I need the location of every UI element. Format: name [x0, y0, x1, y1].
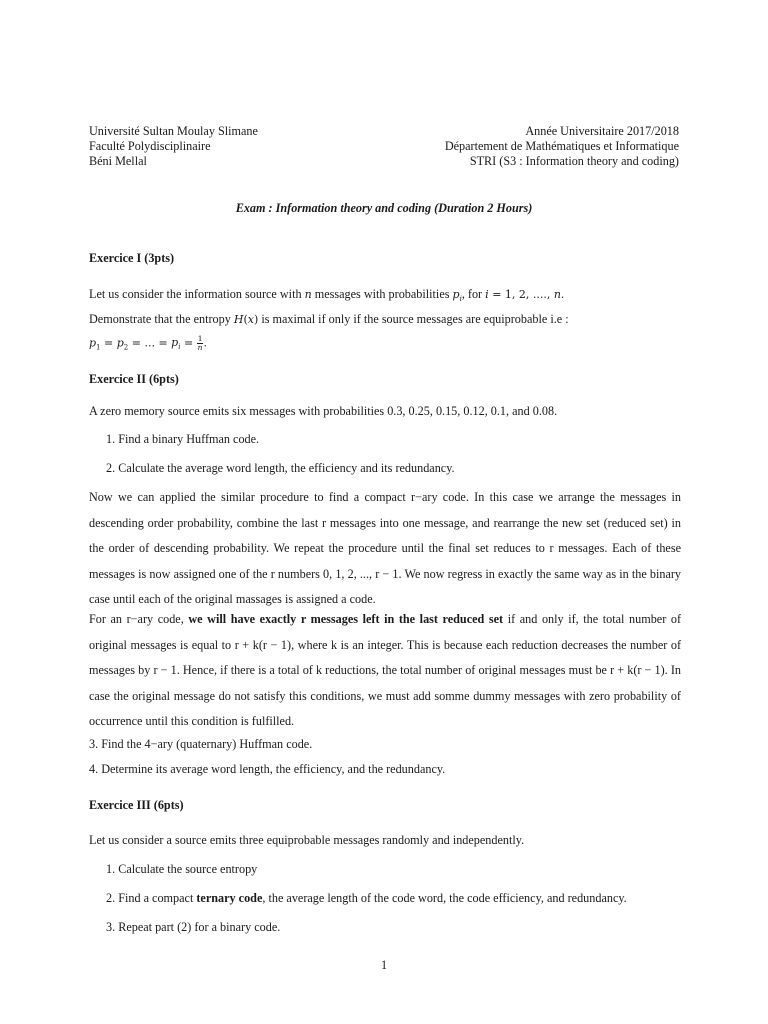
exercise-2-item-2: 2. Calculate the average word length, the efficiency and its redundancy.: [106, 461, 455, 475]
course-name: STRI (S3 : Information theory and coding): [469, 154, 679, 168]
exercise-3-item-2: 2. Find a compact ternary code, the average length of the code word, the code efficiency, and redundancy.: [106, 891, 627, 905]
exercise-2-paragraph-1: Now we can applied the similar procedure to find a compact r−ary code. In this case we arrange the messages in descending order probability, combine the last r messages into one message, and rearrange the new set (reduced set) in the order of descending probability. We repeat the procedure until the final set reduces to r messages. Each of these messages is now assigned one of the r numbers 0, 1, 2, ..., r − 1. We now regress in exactly the same way as in the binary case until each of the original massages is assigned a code.: [89, 490, 681, 607]
exercise-2-item-1: 1. Find a binary Huffman code.: [106, 432, 260, 446]
exercise-1-line-1: Let us consider the information source with n messages with probabilities $p_i$, for i = 1, 2, ...., n.: [89, 287, 565, 304]
page-number: 1: [380, 958, 388, 972]
exercise-2-question-3: 3. Find the 4−ary (quaternary) Huffman code.: [89, 737, 313, 751]
academic-header: [445, 124, 679, 169]
exercise-2-heading: Exercice II (6pts): [89, 372, 179, 386]
exercise-3-item-1: 1. Calculate the source entropy: [106, 862, 258, 876]
exercise-1-heading: Exercice I (3pts): [89, 251, 175, 265]
exercise-2-intro: A zero memory source emits six messages with probabilities 0.3, 0.25, 0.15, 0.12, 0.1, and 0.08.: [89, 404, 558, 418]
exercise-2-question-4: 4. Determine its average word length, the efficiency, and the redundancy.: [89, 762, 446, 776]
academic-year: Année Universitaire 2017/2018: [525, 124, 679, 138]
exercise-1-line-2: Demonstrate that the entropy H(x) is maximal if only if the source messages are equiprobable i.e :: [89, 312, 569, 326]
university-header: [89, 124, 258, 169]
exercise-3-heading: Exercice III (6pts): [89, 798, 184, 812]
exercise-2-paragraph-2: For an r−ary code, we will have exactly r messages left in the last reduced set if and only if, the total number of original messages is equal to r + k(r − 1), where k is an integer. This is because each reduction decreases the number of messages by r − 1. Hence, if there is a total of k reductions, the total number of original messages must be r + k(r − 1). In case the original message do not satisfy this conditions, we must add somme dummy messages with zero probability of occurrence until this condition is fulfilled.: [89, 612, 682, 729]
emphasis-text: we will have exactly r messages left in the last reduced set: [188, 612, 504, 626]
exercise-3-item-3: 3. Repeat part (2) for a binary code.: [106, 920, 281, 934]
university-name: Université Sultan Moulay Slimane: [89, 124, 258, 138]
exam-title: Exam : Information theory and coding (Duration 2 Hours): [235, 201, 533, 215]
equiprobable-equation: $p_1 = p_2$ = ... = $p_i$ = $\frac{1}{n}$ .: [89, 334, 207, 352]
faculty-name: Faculté Polydisciplinaire: [89, 139, 211, 153]
exercise-3-intro: Let us consider a source emits three equiprobable messages randomly and independently.: [89, 833, 525, 847]
department-name: Département de Mathématiques et Informatique: [444, 139, 679, 153]
city-name: Béni Mellal: [89, 154, 147, 168]
